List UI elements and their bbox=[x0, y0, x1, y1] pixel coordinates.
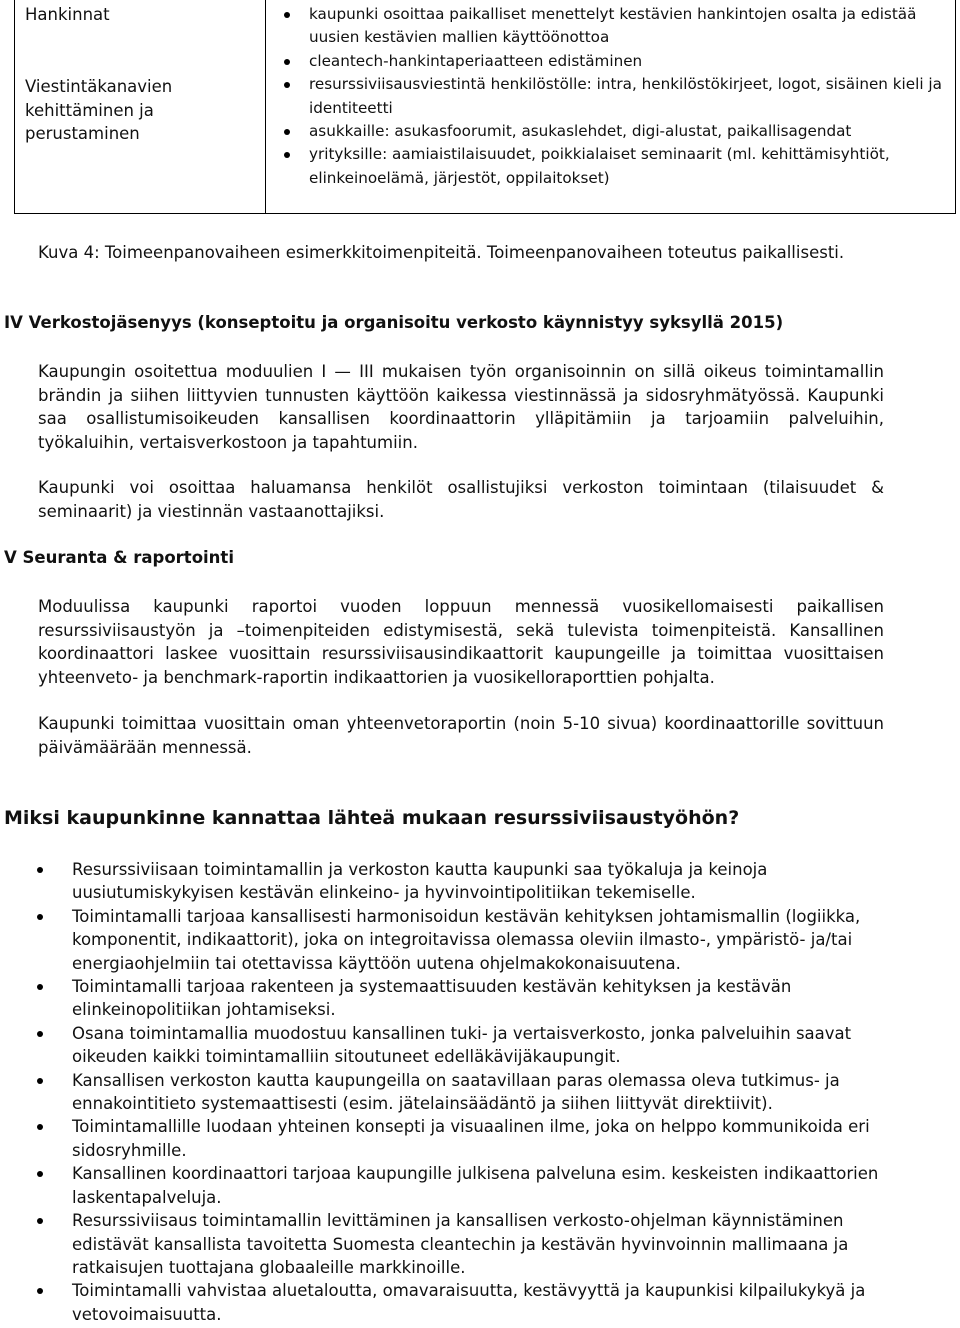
bullet-icon bbox=[284, 129, 290, 135]
figure-caption: Kuva 4: Toimeenpanovaiheen esimerkkitoimenpiteitä. Toimeenpanovaiheen toteutus paikallisesti. bbox=[38, 243, 845, 262]
section-iv-paragraph-2: Kaupunki voi osoittaa haluamansa henkilöt osallistujiksi verkoston toimintaan (tilaisuudet & seminaarit) ja viestinnän vastaanottajiksi. bbox=[38, 478, 884, 521]
section-iv-paragraph-1: Kaupungin osoitettua moduulien I — III mukaisen työn organisoinnin on sillä oikeus toimintamallin brändin ja siihen liittyvien tunnusten käyttöön kaikessa viestinnässä ja sidosryhmätyössä. Kaupunki saa osallistumisoikeuden kansallisen koordinaattorin ylläpitämiin ja tarjoamiin palveluihin, työkaluihin, vertaisverkostoon ja tapahtumiin. bbox=[38, 362, 884, 452]
bullet-icon bbox=[284, 82, 290, 88]
bullet-icon bbox=[37, 1078, 43, 1084]
bullet-icon bbox=[284, 152, 290, 158]
why-heading: Miksi kaupunkinne kannattaa lähteä mukaan resurssiviisaustyöhön? bbox=[4, 807, 740, 829]
list-item: Toimintamalli tarjoaa kansallisesti harmonisoidun kestävän kehityksen johtamismallin (logiikka, komponentit, indikaattorit), joka on integroitavissa olemassa oleviin ilmasto-, ympäristö- ja/tai energiaohjelmiin tai otettavissa käyttöön uutena ohjelmakokonaisuutena. bbox=[4, 905, 904, 975]
list-item: Toimintamalli tarjoaa rakenteen ja systemaattisuuden kestävän kehityksen ja kestävän elinkeinopolitiikan johtamiseksi. bbox=[4, 975, 904, 1022]
list-item: Osana toimintamallia muodostuu kansallinen tuki- ja vertaisverkosto, jonka palveluihin saavat oikeuden kaikki toimintamalliin sitoutuneet edelläkävijäkaupungit. bbox=[4, 1022, 904, 1069]
bullet-icon bbox=[37, 984, 43, 990]
table-measures-cell bbox=[275, 3, 949, 190]
list-item: Resurssiviisaus toimintamallin levittäminen ja kansallisen verkosto-ohjelman käynnistäminen edistävät kansallista tavoitetta Suomesta cleantechin ja kestävän hyvinvoinnin mallimaana ja ratkaisujen tuottajana globaaleille markkinoille. bbox=[4, 1209, 904, 1279]
bullet-icon bbox=[37, 867, 43, 873]
table-row-label-hankinnat: Hankinnat bbox=[25, 5, 110, 24]
bullet-icon bbox=[37, 1218, 43, 1224]
bullet-icon bbox=[284, 59, 290, 65]
table-row-label-viestintakanavat: Viestintäkanavien kehittäminen ja perustaminen bbox=[25, 77, 173, 143]
bullet-icon bbox=[37, 1031, 43, 1037]
bullet-icon bbox=[37, 1171, 43, 1177]
bullet-icon bbox=[37, 914, 43, 920]
list-item: Resurssiviisaan toimintamallin ja verkoston kautta kaupunki saa työkaluja ja keinoja uusiutumiskykyisen kestävän elinkeino- ja hyvinvointipolitiikan tekemiselle. bbox=[4, 858, 904, 905]
list-item: Toimintamalli vahvistaa aluetaloutta, omavaraisuutta, kestävyyttä ja kaupunkisi kilpailukykyä ja vetovoimaisuutta. bbox=[4, 1279, 904, 1326]
table-list-item: asukkaille: asukasfoorumit, asukaslehdet, digi-alustat, paikallisagendat bbox=[275, 120, 949, 143]
section-iv-heading: IV Verkostojäsenyys (konseptoitu ja organisoitu verkosto käynnistyy syksyllä 2015) bbox=[4, 313, 784, 332]
list-item: Kansallisen verkoston kautta kaupungeilla on saatavillaan paras olemassa oleva tutkimus- ja ennakointitieto systemaattisesti (esim. jätelainsäädäntö ja siihen liittyvät direktiivit). bbox=[4, 1069, 904, 1116]
list-item: Kansallinen koordinaattori tarjoaa kaupungille julkisena palveluna esim. keskeisten indikaattorien laskentapalveluja. bbox=[4, 1162, 904, 1209]
table-list-item: yrityksille: aamiaistilaisuudet, poikkialaiset seminaarit (ml. kehittämisyhtiöt, elinkeinoelämä, järjestöt, oppilaitokset) bbox=[275, 143, 949, 190]
bullet-icon bbox=[37, 1288, 43, 1294]
section-v-paragraph-1: Moduulissa kaupunki raportoi vuoden loppuun mennessä vuosikellomaisesti paikallisen resurssiviisaustyön ja –toimenpiteiden edistymisestä, sekä tulevista toimenpiteistä. Kansallinen koordinaattori laskee vuosittain resurssiviisausindikaattorit kaupungeille ja toimittaa vuosittaisen yhteenveto- ja benchmark-raportin indikaattorien ja vuosikelloraporttien pohjalta. bbox=[38, 597, 884, 687]
section-v-paragraph-2: Kaupunki toimittaa vuosittain oman yhteenvetoraportin (noin 5-10 sivua) koordinaattorille sovittuun päivämäärään mennessä. bbox=[38, 714, 884, 757]
bullet-icon bbox=[37, 1124, 43, 1130]
list-item: Toimintamallille luodaan yhteinen konsepti ja visuaalinen ilme, joka on helppo kommunikoida eri sidosryhmille. bbox=[4, 1115, 904, 1162]
section-v-heading: V Seuranta & raportointi bbox=[4, 548, 234, 567]
bullet-icon bbox=[284, 12, 290, 18]
measures-table bbox=[14, 0, 956, 214]
table-column-divider bbox=[265, 0, 266, 213]
table-list-item: kaupunki osoittaa paikalliset menettelyt kestävien hankintojen osalta ja edistää uusien kestävien mallien käyttöönottoa bbox=[275, 3, 949, 50]
table-list-item: resurssiviisausviestintä henkilöstölle: intra, henkilöstökirjeet, logot, sisäinen kieli ja identiteetti bbox=[275, 73, 949, 120]
table-list-item: cleantech-hankintaperiaatteen edistäminen bbox=[275, 50, 949, 73]
why-list bbox=[4, 858, 904, 1326]
